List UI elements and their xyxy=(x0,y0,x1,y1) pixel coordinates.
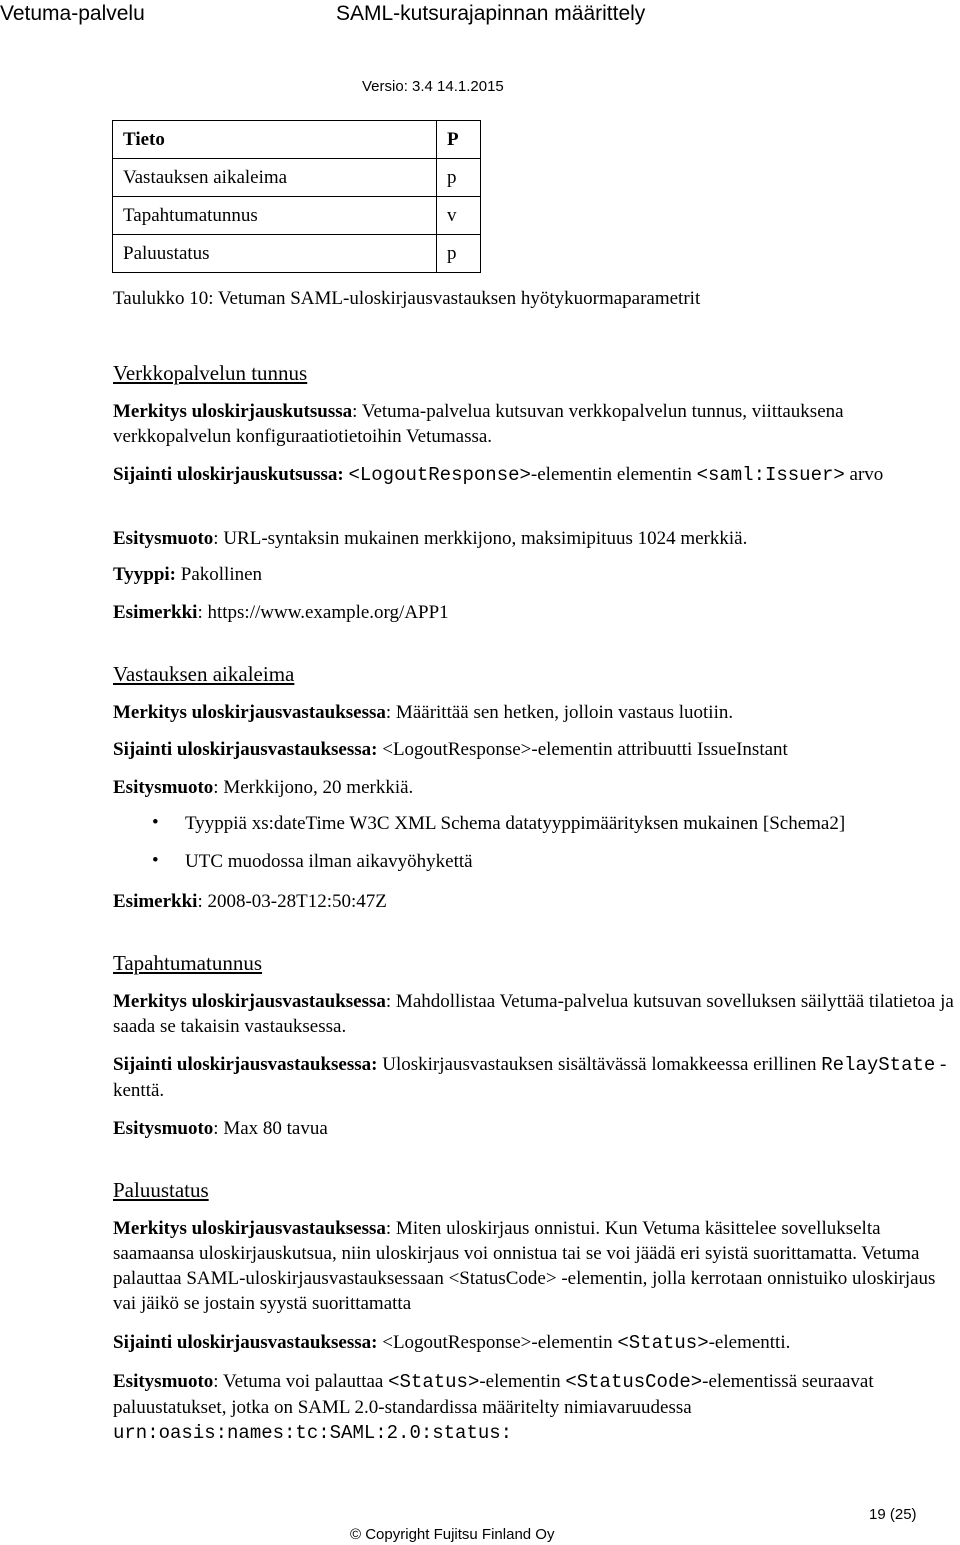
s1-meaning-text: : Vetuma-palvelua kutsuvan verkkopalvelun tunnus, viittauksena verkkopalvelun konfiguraatiotietoihin Vetumassa. xyxy=(113,401,844,447)
s3-meaning-label: Merkitys uloskirjausvastauksessa xyxy=(113,991,386,1012)
s3-format-text: : Max 80 tavua xyxy=(213,1118,328,1139)
s1-example xyxy=(113,600,958,625)
table-cell: Tieto xyxy=(113,121,437,159)
s3-meaning-text: : Mahdollistaa Vetuma-palvelua kutsuvan sovelluksen säilyttää tilatietoa ja saada se takaisin vastauksessa. xyxy=(113,991,954,1037)
header-left: Vetuma-palvelu xyxy=(0,2,145,25)
parameters-table xyxy=(112,120,481,273)
s2-meaning-text: : Määrittää sen hetken, jolloin vastaus luotiin. xyxy=(385,702,734,723)
s4-meaning-text: : Miten uloskirjaus onnistui. Kun Vetuma käsittelee sovellukselta saamaansa uloskirjauskutsua, niin uloskirjaus voi onnistua tai se voi jäädä eri syistä suorittamatta. Vetuma palauttaa SAML-uloskirjausvastauksessaan <StatusCode> -elementin, jolla kerrotaan onnistuiko uloskirjaus vai jäikö se jostain syystä suorittamatta xyxy=(113,1218,936,1314)
s4-meaning xyxy=(113,1216,958,1316)
section-title-relaystate: Tapahtumatunnus xyxy=(113,951,262,975)
s1-meaning-label: Merkitys uloskirjauskutsussa xyxy=(113,401,353,422)
s2-example xyxy=(113,889,958,914)
table-cell: v xyxy=(437,197,481,235)
s1-loc-code2: <saml:Issuer> xyxy=(696,464,845,486)
table-cell: Paluustatus xyxy=(113,235,437,273)
s2-loc-label: Sijainti uloskirjausvastauksessa: xyxy=(113,739,378,760)
s2-bullet-2: UTC muodossa ilman aikavyöhykettä xyxy=(185,851,473,872)
section-title-service-id: Verkkopalvelun tunnus xyxy=(113,361,308,385)
s1-meaning xyxy=(113,399,958,449)
s4-loc-label: Sijainti uloskirjausvastauksessa: xyxy=(113,1332,378,1353)
table-row xyxy=(113,159,481,197)
s2-loc-text: <LogoutResponse>-elementin attribuutti IssueInstant xyxy=(377,739,788,760)
s3-format-label: Esitysmuoto xyxy=(113,1118,214,1139)
s2-format xyxy=(113,775,958,800)
s1-example-label: Esimerkki xyxy=(113,602,198,623)
s1-location xyxy=(113,462,958,488)
s1-loc-label: Sijainti uloskirjauskutsussa: xyxy=(113,464,344,485)
s4-location xyxy=(113,1330,958,1356)
s3-meaning xyxy=(113,989,958,1039)
s1-type xyxy=(113,562,958,587)
s2-example-text: : 2008-03-28T12:50:47Z xyxy=(197,891,387,912)
s3-loc-end: -kenttä. xyxy=(113,1054,947,1101)
s4-loc-code: <Status> xyxy=(617,1332,709,1354)
s4-loc-text: <LogoutResponse>-elementin xyxy=(377,1332,618,1353)
section-title-status: Paluustatus xyxy=(113,1178,209,1202)
table-cell: p xyxy=(437,235,481,273)
page-number: 19 (25) xyxy=(869,1506,917,1523)
s4-format-text2: -elementin xyxy=(479,1371,566,1392)
s4-loc-end: -elementti. xyxy=(708,1332,791,1353)
s3-loc-code: RelayState xyxy=(821,1054,936,1076)
s1-format-label: Esitysmuoto xyxy=(113,528,214,549)
header-title: SAML-kutsurajapinnan määrittely xyxy=(336,2,646,25)
s1-type-label: Tyyppi: xyxy=(113,564,177,585)
version-info: Versio: 3.4 14.1.2015 xyxy=(362,78,504,95)
s4-format-text3: -elementissä seuraavat paluustatukset, jotka on SAML 2.0-standardissa määritelty nimiavaruudessa xyxy=(113,1371,874,1418)
section-title-timestamp: Vastauksen aikaleima xyxy=(113,662,295,686)
s3-format xyxy=(113,1116,958,1141)
s4-format xyxy=(113,1369,958,1446)
s4-meaning-label: Merkitys uloskirjausvastauksessa xyxy=(113,1218,386,1239)
s2-example-label: Esimerkki xyxy=(113,891,198,912)
s2-location xyxy=(113,737,958,762)
s1-loc-mid: -elementin elementin xyxy=(530,464,697,485)
table-caption: Taulukko 10: Vetuman SAML-uloskirjausvastauksen hyötykuormaparametrit xyxy=(113,288,701,309)
s2-meaning-label: Merkitys uloskirjausvastauksessa xyxy=(113,702,386,723)
table-cell: P xyxy=(437,121,481,159)
table-cell: Vastauksen aikaleima xyxy=(113,159,437,197)
bullet-dot-icon: • xyxy=(152,812,159,833)
s2-meaning xyxy=(113,700,958,725)
table-cell: Tapahtumatunnus xyxy=(113,197,437,235)
table-row xyxy=(113,197,481,235)
s2-format-text: : Merkkijono, 20 merkkiä. xyxy=(213,777,414,798)
s3-location xyxy=(113,1052,958,1103)
s2-bullet-1: Tyyppiä xs:dateTime W3C XML Schema datatyyppimäärityksen mukainen [Schema2] xyxy=(185,813,846,834)
copyright: © Copyright Fujitsu Finland Oy xyxy=(350,1526,555,1543)
s3-loc-text: Uloskirjausvastauksen sisältävässä lomakkeessa erillinen xyxy=(377,1054,822,1075)
s4-format-code2: <StatusCode> xyxy=(565,1371,703,1393)
table-row xyxy=(113,235,481,273)
s1-format-text: : URL-syntaksin mukainen merkkijono, maksimipituus 1024 merkkiä. xyxy=(213,528,748,549)
s2-format-label: Esitysmuoto xyxy=(113,777,214,798)
bullet-dot-icon: • xyxy=(152,850,159,871)
s4-format-text1: : Vetuma voi palauttaa xyxy=(213,1371,389,1392)
s4-format-label: Esitysmuoto xyxy=(113,1371,214,1392)
s1-loc-code1: <LogoutResponse> xyxy=(348,464,531,486)
s4-format-code3: urn:oasis:names:tc:SAML:2.0:status: xyxy=(113,1422,513,1444)
s1-loc-end: arvo xyxy=(844,464,884,485)
s3-loc-label: Sijainti uloskirjausvastauksessa: xyxy=(113,1054,378,1075)
table-cell: p xyxy=(437,159,481,197)
s4-format-code1: <Status> xyxy=(388,1371,480,1393)
s1-example-text: : https://www.example.org/APP1 xyxy=(197,602,449,623)
s1-format xyxy=(113,526,958,551)
table-header-row xyxy=(113,121,481,159)
s1-type-text: Pakollinen xyxy=(176,564,263,585)
